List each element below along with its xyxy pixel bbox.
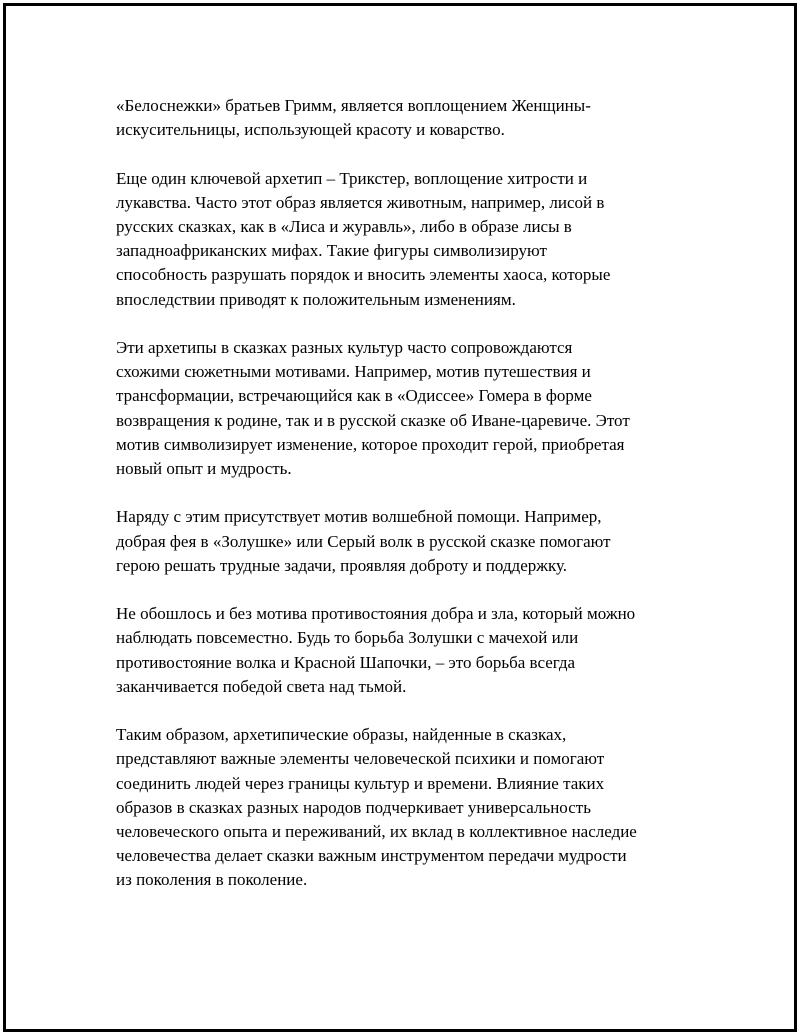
paragraph-magic-help-motif: Наряду с этим присутствует мотив волшебной помощи. Например, добрая фея в «Золушке» или Серый волк в русской сказке помогают герою решать трудные задачи, проявляя доброту и поддержку. xyxy=(116,507,611,575)
paragraph-journey-motif: Эти архетипы в сказках разных культур часто сопровождаются схожими сюжетными мотивами. Например, мотив путешествия и трансформации, встречающийся как в «Одиссее» Гомера в форме возвращения к родине, так и в русской сказке об Иване-царевиче. Этот мотив символизирует изменение, которое проходит герой, приобретая новый опыт и мудрость. xyxy=(116,338,630,479)
document-body xyxy=(116,94,696,917)
paragraph-good-vs-evil-motif: Не обошлось и без мотива противостояния добра и зла, который можно наблюдать повсеместно. Будь то борьба Золушки с мачехой или противостояние волка и Красной Шапочки, – это борьба всегда заканчивается победой света над тьмой. xyxy=(116,604,636,696)
paragraph-trickster-archetype: Еще один ключевой архетип – Трикстер, воплощение хитрости и лукавства. Часто этот образ является животным, например, лисой в русских сказках, как в «Лиса и журавль», либо в образе лисы в западноафриканских мифах. Такие фигуры символизируют способность разрушать порядок и вносить элементы хаоса, которые впоследствии приводят к положительным изменениям. xyxy=(116,168,611,309)
paragraph-conclusion: Таким образом, архетипические образы, найденные в сказках, представляют важные элементы человеческой психики и помогают соединить людей через границы культур и времени. Влияние таких образов в сказках разных народов подчеркивает универсальность человеческого опыта и переживаний, их вклад в коллективное наследие человечества делает сказки важным инструментом передачи мудрости из поколения в поколение. xyxy=(116,725,637,890)
paragraph-intro-snow-white: «Белоснежки» братьев Гримм, является воплощением Женщины- искусительницы, использующей красоту и коварство. xyxy=(116,96,591,140)
